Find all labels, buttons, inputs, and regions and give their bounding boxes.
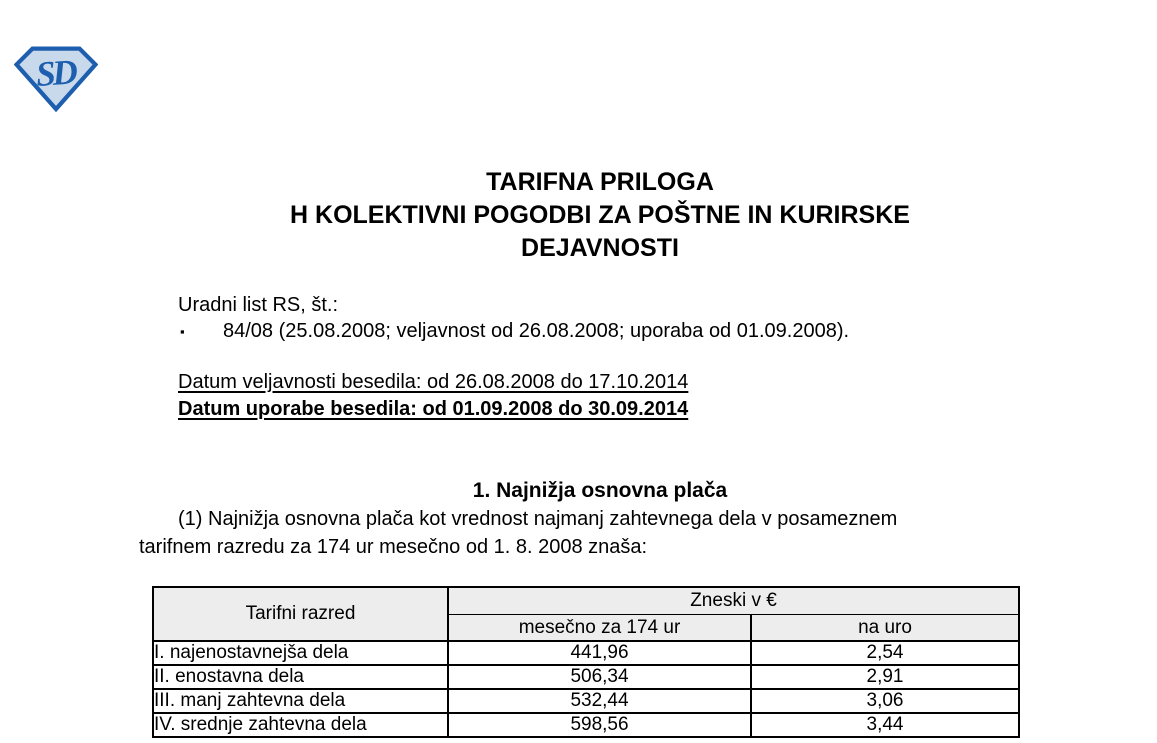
cell-monthly: 532,44 [448,689,751,713]
section-heading: 1. Najnižja osnovna plača [472,479,728,502]
cell-hourly: 3,44 [751,713,1019,737]
cell-monthly: 506,34 [448,665,751,689]
gazette-label: Uradni list RS, št.: [178,294,339,316]
cell-monthly: 598,56 [448,713,751,737]
validity-date-line: Datum veljavnosti besedila: od 26.08.2008 do 17.10.2014 [178,371,689,393]
title-line-2: H KOLEKTIVNI POGODBI ZA POŠTNE IN KURIRSKE [290,201,910,229]
title-line-3: DEJAVNOSTI [521,234,679,262]
cell-razred: IV. srednje zahtevna dela [153,713,448,737]
sd-shield-logo-icon [14,42,98,114]
cell-hourly: 2,91 [751,665,1019,689]
paragraph-line-2: tarifnem razredu za 174 ur mesečno od 1. 8. 2008 znaša: [139,535,648,558]
gazette-bullet-item [180,320,849,343]
table-row [153,713,1019,737]
cell-monthly: 441,96 [448,641,751,665]
table-header-razred: Tarifni razred [153,587,448,641]
table-header-monthly: mesečno za 174 ur [448,615,751,642]
document-title [150,166,1050,265]
square-bullet-icon: ▪ [180,323,185,339]
cell-razred: I. najenostavnejša dela [153,641,448,665]
gazette-item-text: 84/08 (25.08.2008; veljavnost od 26.08.2008; uporaba od 01.09.2008). [223,320,850,342]
table-row [153,689,1019,713]
table-row [153,641,1019,665]
cell-razred: III. manj zahtevna dela [153,689,448,713]
title-line-1: TARIFNA PRILOGA [486,168,714,196]
section-paragraph [139,506,1059,561]
table-header-hourly: na uro [751,615,1019,642]
tariff-table [152,586,1020,738]
table-row [153,665,1019,689]
paragraph-line-1: (1) Najnižja osnovna plača kot vrednost najmanj zahtevnega dela v posameznem [178,508,898,530]
cell-hourly: 2,54 [751,641,1019,665]
logo-letters: SD [34,52,76,95]
cell-razred: II. enostavna dela [153,665,448,689]
cell-hourly: 3,06 [751,689,1019,713]
usage-date-line: Datum uporabe besedila: od 01.09.2008 do 30.09.2014 [178,398,689,420]
table-header-group: Zneski v € [448,587,1019,615]
